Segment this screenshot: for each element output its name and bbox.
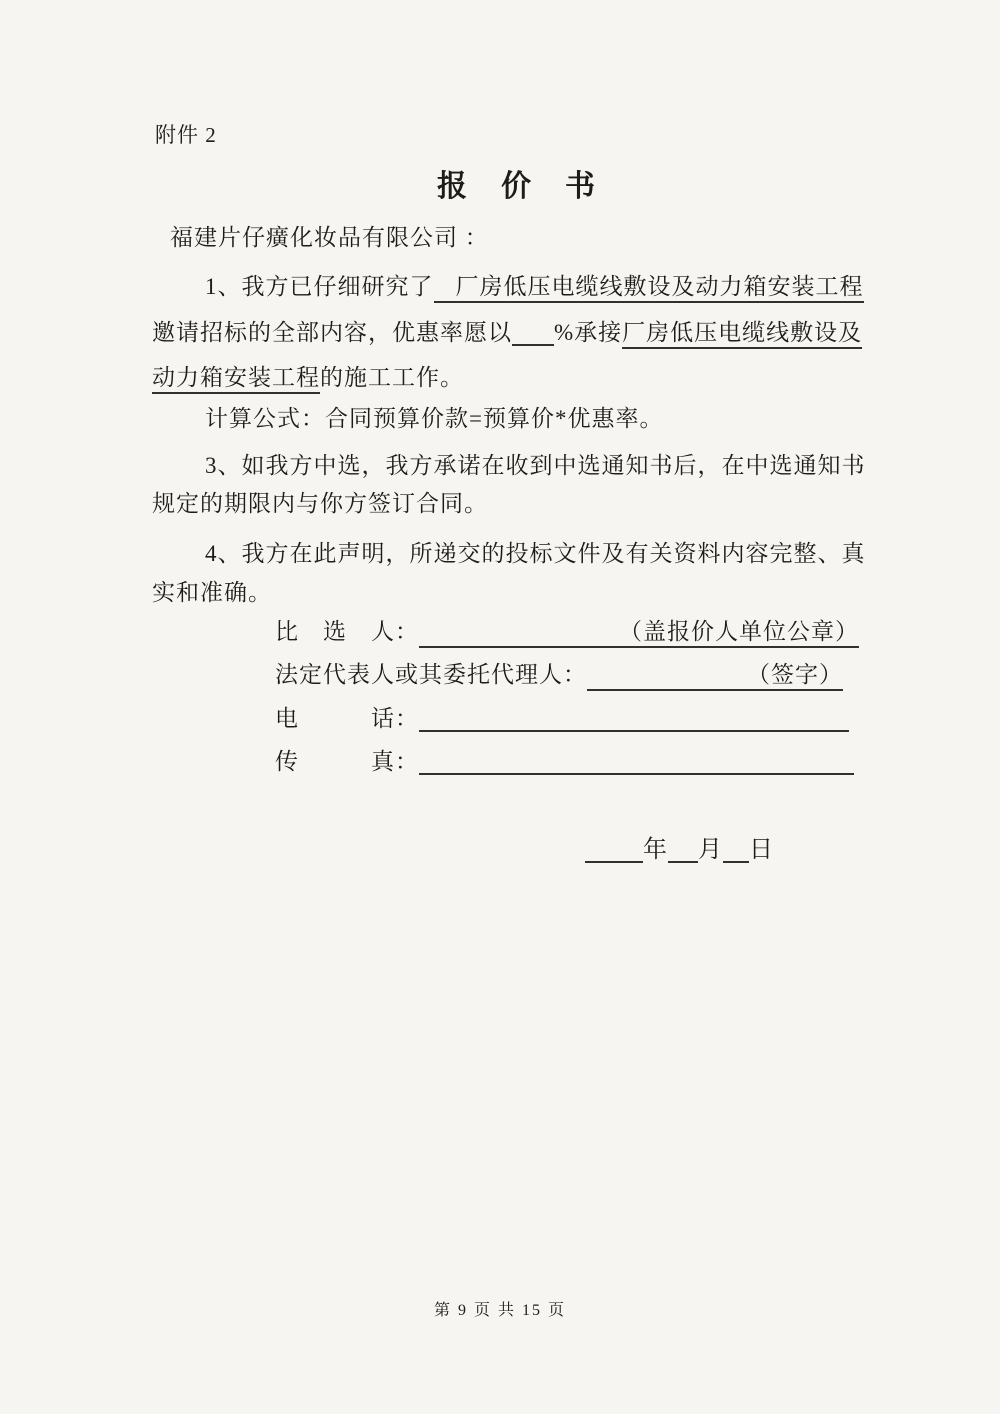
day-label: 日 <box>749 837 774 863</box>
paragraph-3-line-2: 规定的期限内与你方签订合同。 <box>152 491 488 516</box>
para1-line3-text: 的施工工作。 <box>320 365 464 390</box>
selector-fill-line <box>419 619 859 648</box>
paragraph-3-line-1: 3、如我方中选，我方承诺在收到中选通知书后，在中选通知书 <box>205 453 866 478</box>
year-label: 年 <box>643 837 668 863</box>
day-blank <box>723 838 749 863</box>
sign-note: （签字） <box>747 662 843 687</box>
company-name: 福建片仔癀化妆品有限公司 ： <box>170 225 489 250</box>
paragraph-1-line-2 <box>152 318 862 348</box>
paragraph-1-line-3 <box>152 363 464 393</box>
fax-blank <box>419 751 854 775</box>
project-name-underlined: 厂房低压电缆线敷设及动力箱安装工程 <box>434 274 864 303</box>
signature-row-selector <box>275 617 859 647</box>
phone-blank <box>419 708 849 732</box>
document-title: 报价书 <box>437 170 629 203</box>
discount-rate-blank <box>512 322 554 346</box>
fax-label: 传 真： <box>275 749 419 774</box>
para1-intro-text: 1、我方已仔细研究了 <box>205 274 434 299</box>
year-blank <box>585 838 643 863</box>
selector-label: 比 选 人： <box>275 619 419 644</box>
month-blank <box>668 838 698 863</box>
page-footer: 第 9 页 共 15 页 <box>433 1302 566 1319</box>
phone-label: 电 话： <box>275 706 419 731</box>
signature-row-representative <box>275 660 843 690</box>
para1-line2-text: 邀请招标的全部内容，优惠率愿以 <box>152 320 512 345</box>
representative-label: 法定代表人或其委托代理人： <box>275 662 587 687</box>
paragraph-4-line-1: 4、我方在此声明，所递交的投标文件及有关资料内容完整、真 <box>205 541 866 566</box>
signature-row-fax <box>275 747 854 777</box>
formula-line: 计算公式：合同预算价款=预算价*优惠率。 <box>205 406 664 431</box>
representative-fill-line <box>587 662 843 691</box>
seal-note: （盖报价人单位公章） <box>619 619 859 644</box>
paragraph-1-line-1 <box>205 272 864 302</box>
paragraph-4-line-2: 实和准确。 <box>152 580 272 605</box>
project-name-underlined-2: 厂房低压电缆线敷设及 <box>622 320 862 349</box>
attachment-label: 附件 2 <box>155 123 217 147</box>
date-line <box>585 835 774 865</box>
project-name-underlined-3: 动力箱安装工程 <box>152 365 320 394</box>
month-label: 月 <box>698 837 723 863</box>
signature-row-phone <box>275 704 849 734</box>
para1-line2-mid-text: %承接 <box>554 320 623 345</box>
